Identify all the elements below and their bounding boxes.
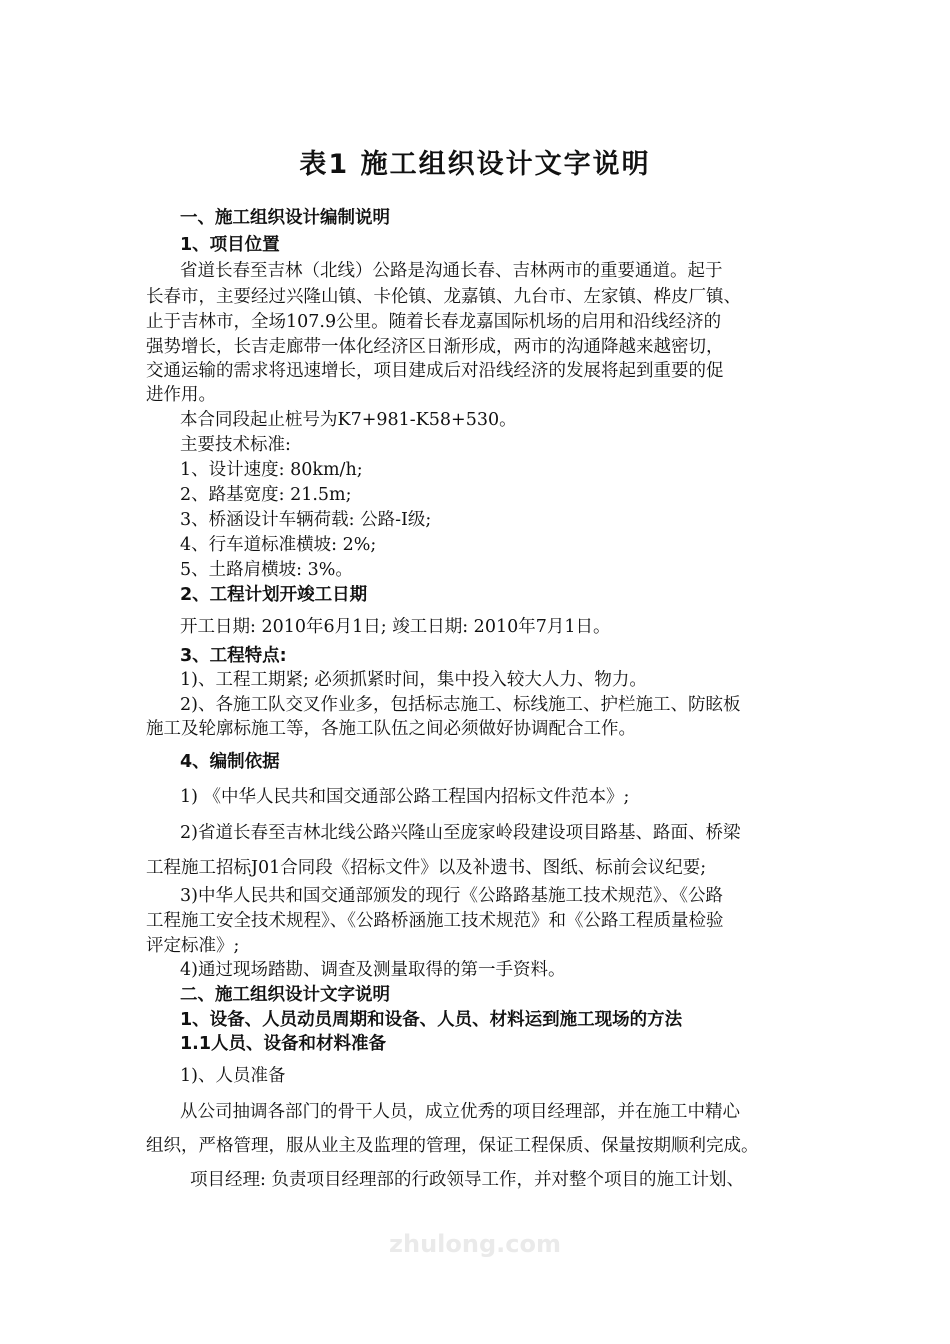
paragraph-line: 从公司抽调各部门的骨干人员，成立优秀的项目经理部，并在施工中精心 [180,1102,740,1122]
paragraph-line: 项目经理: 负责项目经理部的行政领导工作，并对整个项目的施工计划、 [190,1170,744,1190]
paragraph-line: 本合同段起止桩号为K7+981-K58+530。 [180,410,517,430]
paragraph-line: 工程施工招标J01合同段《招标文件》以及补遗书、图纸、标前会议纪要; [146,858,707,878]
paragraph-line: 强势增长，长吉走廊带一体化经济区日渐形成，两市的沟通降越来越密切， [146,337,724,357]
paragraph-line: 工程施工安全技术规程》、《公路桥涵施工技术规范》和《公路工程质量检验 [146,911,724,931]
list-item: 3)中华人民共和国交通部颁发的现行《公路路基施工技术规范》、《公路 [180,886,723,906]
list-item: 1) 《中华人民共和国交通部公路工程国内招标文件范本》; [180,787,630,807]
list-item: 4)通过现场踏勘、调查及测量取得的第一手资料。 [180,960,566,980]
paragraph-line: 止于吉林市，全场107.9公里。随着长春龙嘉国际机场的启用和沿线经济的 [146,312,722,332]
paragraph-line: 主要技术标准: [180,435,291,455]
list-item: 4、行车道标准横坡: 2%; [180,535,377,555]
subsection-heading-features: 3、工程特点: [180,646,287,666]
section-heading-2: 二、施工组织设计文字说明 [180,985,390,1005]
list-item: 5、土路肩横坡: 3%。 [180,560,353,580]
list-item: 1)、人员准备 [180,1066,286,1086]
section-heading-1: 一、施工组织设计编制说明 [180,208,390,228]
paragraph-line: 评定标准》; [146,936,240,956]
list-item: 1)、工程工期紧; 必须抓紧时间，集中投入较大人力、物力。 [180,670,647,690]
paragraph-line: 开工日期: 2010年6月1日; 竣工日期: 2010年7月1日。 [180,617,611,637]
list-item: 2)、各施工队交叉作业多，包括标志施工、标线施工、护栏施工、防眩板 [180,695,741,715]
paragraph-line: 交通运输的需求将迅速增长，项目建成后对沿线经济的发展将起到重要的促 [146,361,724,381]
subsection-heading-mobilization: 1、设备、人员动员周期和设备、人员、材料运到施工现场的方法 [180,1010,683,1030]
list-item: 2、路基宽度: 21.5m; [180,485,352,505]
subsection-heading-basis: 4、编制依据 [180,752,280,772]
paragraph-line: 施工及轮廓标施工等，各施工队伍之间必须做好协调配合工作。 [146,719,636,739]
list-item: 3、桥涵设计车辆荷载: 公路-I级; [180,510,432,530]
paragraph-line: 组织，严格管理，服从业主及监理的管理，保证工程保质、保量按期顺利完成。 [146,1136,759,1156]
subsection-heading-preparation: 1.1人员、设备和材料准备 [180,1034,387,1054]
list-item: 2)省道长春至吉林北线公路兴隆山至庞家岭段建设项目路基、路面、桥梁 [180,823,741,843]
watermark-text: zhulong.com [389,1230,561,1258]
paragraph-line: 进作用。 [146,385,216,405]
paragraph-line: 长春市，主要经过兴隆山镇、卡伦镇、龙嘉镇、九台市、左家镇、桦皮厂镇、 [146,287,741,307]
paragraph-line: 省道长春至吉林（北线）公路是沟通长春、吉林两市的重要通道。起于 [180,261,723,281]
subsection-heading-location: 1、项目位置 [180,235,280,255]
subsection-heading-schedule: 2、工程计划开竣工日期 [180,585,368,605]
document-title: 表1 施工组织设计文字说明 [299,149,651,180]
list-item: 1、设计速度: 80km/h; [180,460,363,480]
